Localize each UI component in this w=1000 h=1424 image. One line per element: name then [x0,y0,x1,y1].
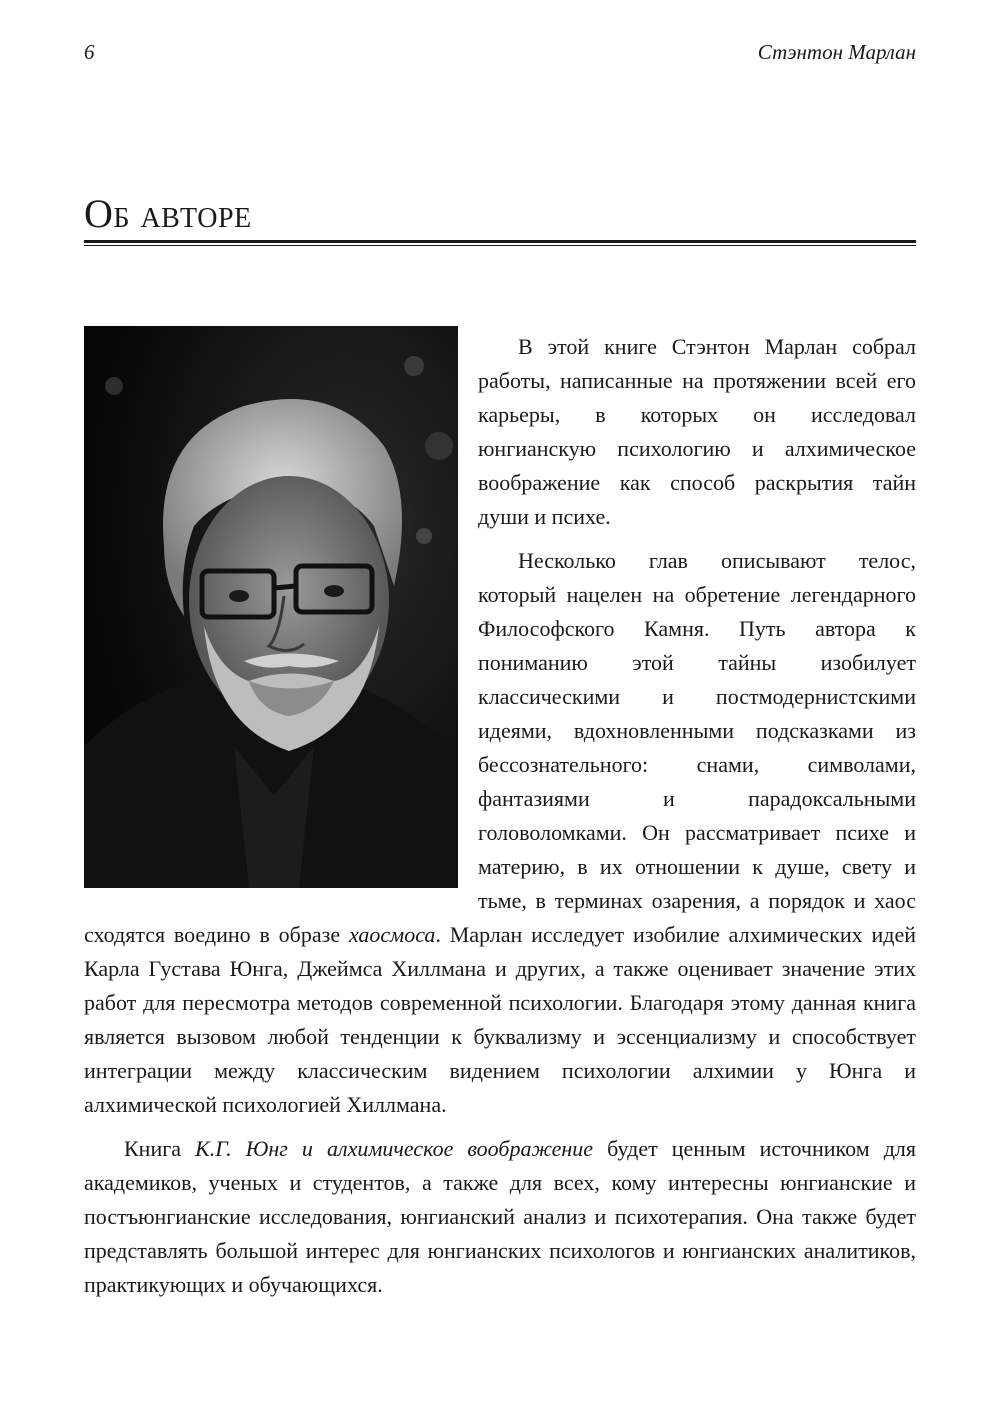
title-rule-thick [84,240,916,243]
paragraph-2-text-after: . Марлан исследует изобилие алхимических идей Карла Густава Юнга, Джеймса Хиллмана и других, а также оценивает значение этих работ для пересмотра методов современной психологии. Благодаря этому данная книга является вызовом любой тенденции к буквализму и эссенциализму и способствует интеграции между классическим видением психологии алхимии у Юнга и алхимической психологией Хиллмана. [84,922,916,1117]
author-photo [84,326,458,888]
paragraph-3-text-after: будет ценным источником для академиков, ученых и студентов, а также для всех, кому интересны юнгианские и постъюнгианские исследования, юнгианский анализ и психотерапия. Она также будет представлять большой интерес для юнгианских психологов и юнгианских аналитиков, практикующих и обучающихся. [84,1136,916,1297]
author-portrait-icon [84,326,458,888]
paragraph-3 [84,1132,916,1302]
paragraph-3-emphasis: К.Г. Юнг и алхимическое воображение [195,1136,594,1161]
paragraph-2-text-before: Несколько глав описывают телос, который нацелен на обретение легендарного Философского Камня. Путь автора к пониманию этой тайны изобилует классическими и постмодернистскими идеями, вдохновленными подсказками из бессознательного: снами, символами, фантазиями и парадоксальными головоломками. Он рассматривает психе и материю, в их отношении к душе, свету и тьме, в терминах озарения, а порядок и хаос сходятся воедино в образе [84,548,916,947]
paragraph-3-text-before: Книга [124,1136,196,1161]
title-rule-thin [84,245,916,246]
paragraph-1-text: В этой книге Стэнтон Марлан собрал работы, написанные на протяжении всей его карьеры, в которых он исследовал юнгианскую психологию и алхимическое воображение как способ раскрытия тайн души и психе. [478,334,916,529]
body-text [84,330,916,1312]
section-title: Об авторе [84,191,252,236]
running-head-author: Стэнтон Марлан [757,40,916,64]
page-number: 6 [84,40,95,64]
running-head [84,40,916,70]
paragraph-2-emphasis: хаосмоса [348,922,436,947]
